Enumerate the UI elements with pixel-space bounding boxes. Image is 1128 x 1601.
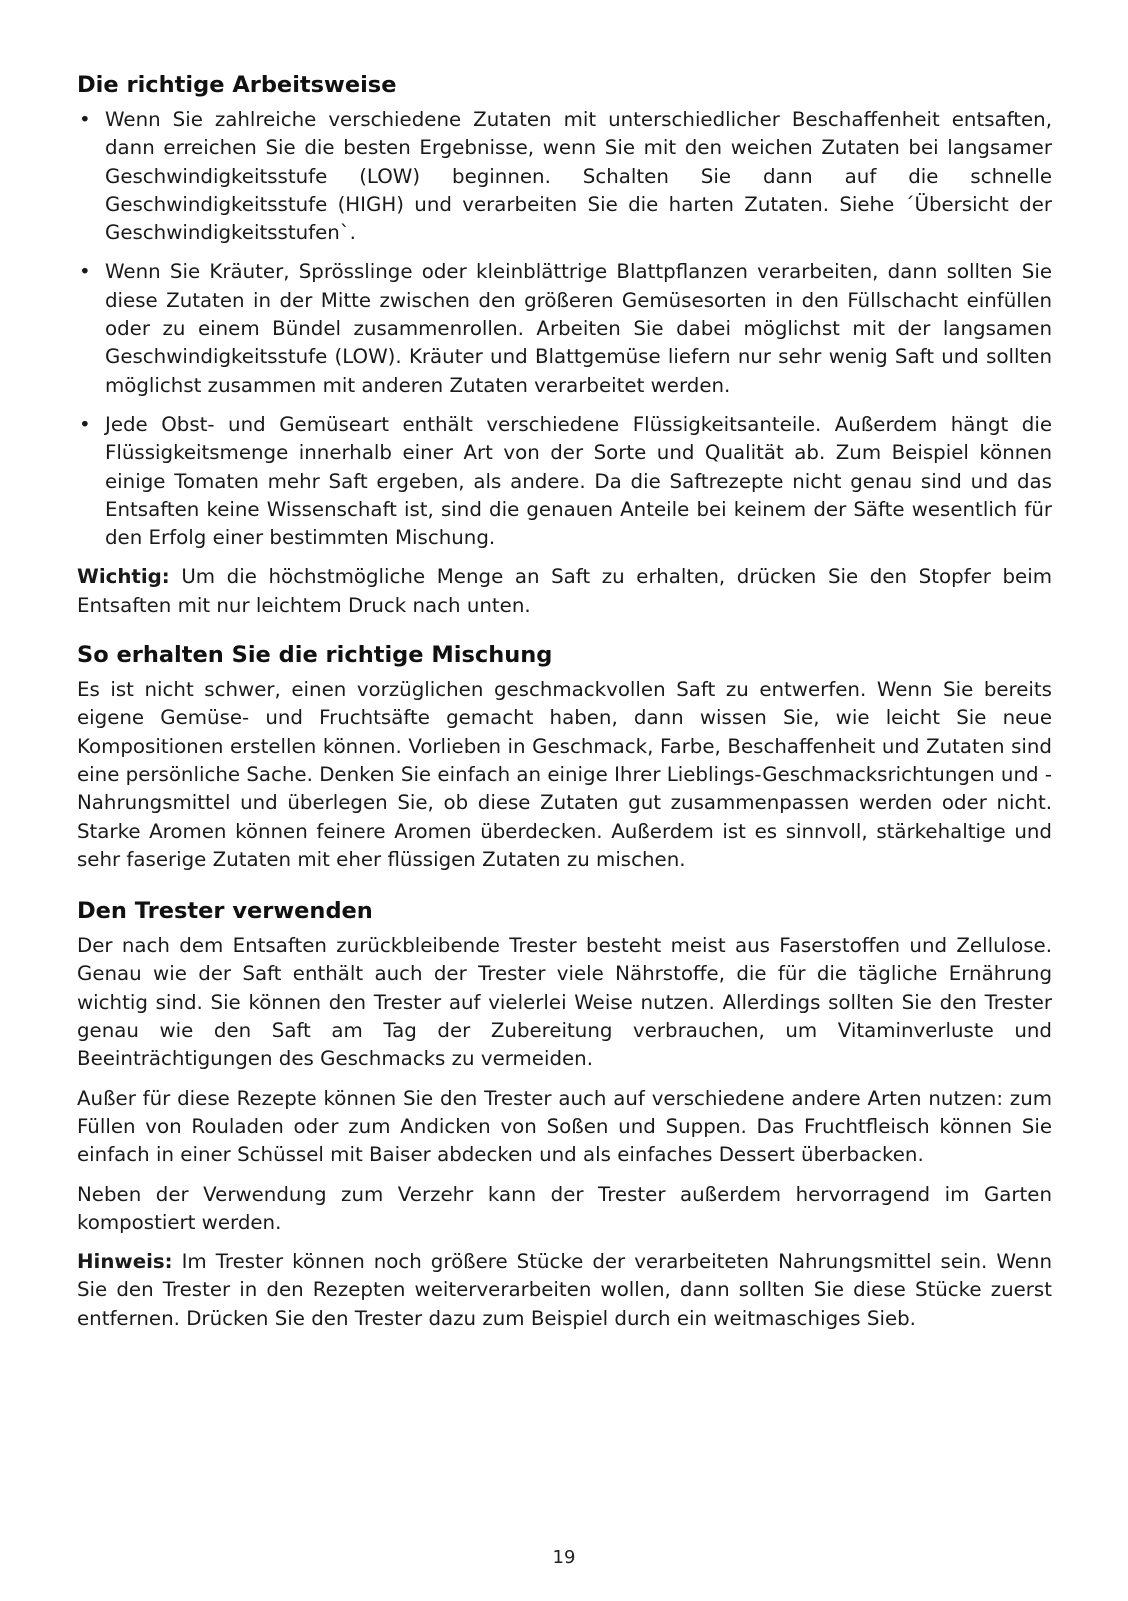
paragraph: Außer für diese Rezepte können Sie den Trester auch auf verschiedene andere Arten nutzen: zum Füllen von Rouladen oder zum Andicken von Soßen und Suppen. Das Fruchtfleisch können Sie einfach in einer Schüssel mit Baiser abdecken und als einfaches Dessert überbacken. [77, 1086, 1052, 1167]
note-text: Im Trester können noch größere Stücke der verarbeiteten Nahrungsmittel sein. Wenn Sie den Trester in den Rezepten weiterverarbeiten wollen, dann sollten Sie diese Stücke zuerst entfernen. Drücken Sie den Trester dazu zum Beispiel durch ein weitmaschiges Sieb. [77, 1250, 1052, 1330]
bullet-text: Wenn Sie zahlreiche verschiedene Zutaten mit unterschiedlicher Beschaffenheit entsaften, dann erreichen Sie die besten Ergebnisse, wenn Sie mit den weichen Zutaten bei langsamer Geschwindigkeitsstufe (LOW) beginnen. Schalten Sie dann auf die schnelle Geschwindigkeitsstufe (HIGH) und verarbeiten Sie die harten Zutaten. Siehe ´Übersicht der Geschwindigkeitsstufen`. [105, 108, 1052, 245]
paragraph: Der nach dem Entsaften zurückbleibende Trester besteht meist aus Faserstoffen und Zellulose. Genau wie der Saft enthält auch der Trester viele Nährstoffe, die für die tägliche Ernährung wichtig sind. Sie können den Trester auf vielerlei Weise nutzen. Allerdings sollten Sie den Trester genau wie den Saft am Tag der Zubereitung verbrauchen, um Vitaminverluste und Beeinträchtigungen des Geschmacks zu vermeiden. [77, 934, 1052, 1071]
page-number: 19 [552, 1547, 576, 1568]
paragraph: Es ist nicht schwer, einen vorzüglichen geschmackvollen Saft zu entwerfen. Wenn Sie bereits eigene Gemüse- und Fruchtsäfte gemacht haben, dann wissen Sie, wie leicht Sie neue Kompositionen erstellen können. Vorlieben in Geschmack, Farbe, Beschaffenheit und Zutaten sind eine persönliche Sache. Denken Sie einfach an einige Ihrer Lieblings-Geschmacksrichtungen und -Nahrungsmittel und überlegen Sie, ob diese Zutaten gut zusammenpassen werden oder nicht. Starke Aromen können feinere Aromen überdecken. Außerdem ist es sinnvoll, stärkehaltige und sehr faserige Zutaten mit eher flüssigen Zutaten zu mischen. [77, 678, 1052, 871]
bullet-text: Jede Obst- und Gemüseart enthält verschiedene Flüssigkeitsanteile. Außerdem hängt die Flüssigkeitsmenge innerhalb einer Art von der Sorte und Qualität ab. Zum Beispiel können einige Tomaten mehr Saft ergeben, als andere. Da die Saftrezepte nicht genau sind und das Entsaften keine Wissenschaft ist, sind die genauen Anteile bei keinem der Säfte wesentlich für den Erfolg einer bestimmten Mischung. [105, 412, 1052, 550]
hint-note [77, 1248, 1052, 1333]
document-page [77, 70, 1052, 1344]
section-heading: Die richtige Arbeitsweise [77, 72, 397, 98]
section-mischung [77, 640, 1052, 874]
note-label: Wichtig: [77, 565, 170, 589]
paragraph: Neben der Verwendung zum Verzehr kann der Trester außerdem hervorragend im Garten kompostiert werden. [77, 1182, 1052, 1234]
bullet-item [77, 106, 1052, 247]
bullet-item [77, 411, 1052, 552]
section-heading: So erhalten Sie die richtige Mischung [77, 642, 553, 669]
section-arbeitsweise [77, 70, 1052, 620]
bullet-text: Wenn Sie Kräuter, Sprösslinge oder kleinblättrige Blattpflanzen verarbeiten, dann sollten Sie diese Zutaten in der Mitte zwischen den größeren Gemüsesorten in den Füllschacht einfüllen oder zu einem Bündel zusammenrollen. Arbeiten Sie dabei möglichst mit der langsamen Geschwindigkeitsstufe (LOW). Kräuter und Blattgemüse liefern nur sehr wenig Saft und sollten möglichst zusammen mit anderen Zutaten verarbeitet werden. [105, 260, 1052, 397]
bullet-list [77, 106, 1052, 552]
bullet-icon: • [79, 260, 91, 284]
note-text: Um die höchstmögliche Menge an Saft zu erhalten, drücken Sie den Stopfer beim Entsaften mit nur leichtem Druck nach unten. [77, 565, 1052, 617]
section-heading: Den Trester verwenden [77, 898, 373, 925]
important-note [77, 563, 1052, 620]
bullet-item [77, 258, 1052, 399]
bullet-icon: • [79, 412, 91, 436]
bullet-icon: • [79, 108, 91, 131]
note-label: Hinweis: [77, 1250, 173, 1274]
section-trester [77, 896, 1052, 1333]
